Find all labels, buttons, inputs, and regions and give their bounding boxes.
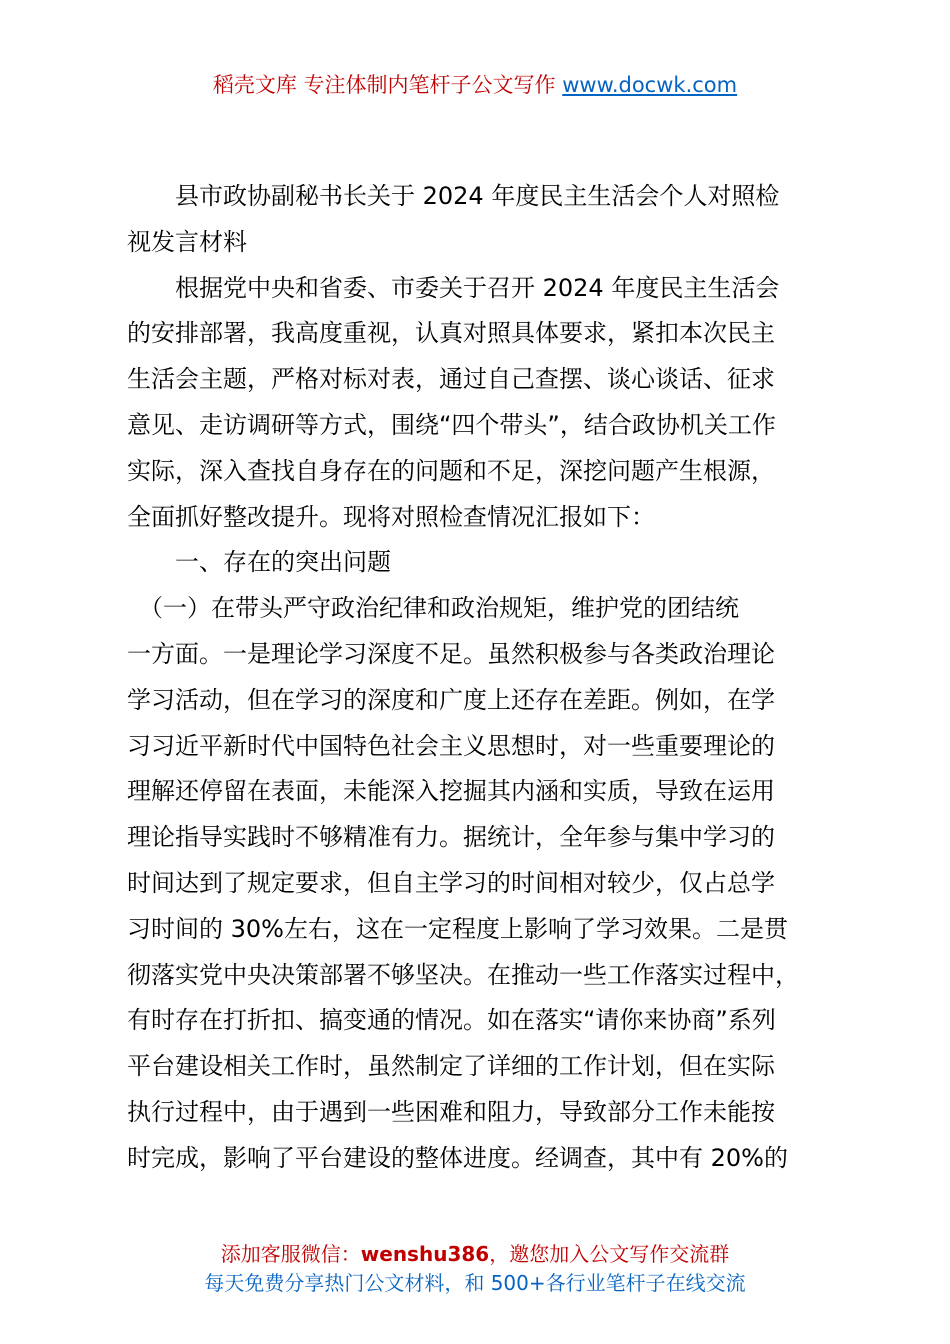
paragraph-line: 意见、走访调研等方式，围绕“四个带头”，结合政协机关工作 [127, 410, 776, 439]
footer-contact-line [0, 1240, 950, 1269]
paragraph-line: 习习近平新时代中国特色社会主义思想时，对一些重要理论的 [127, 731, 775, 760]
paragraph-line: 有时存在打折扣、搞变通的情况。如在落实“请你来协商”系列 [127, 1006, 776, 1035]
paragraph-line: 学习活动，但在学习的深度和广度上还存在差距。例如，在学 [127, 685, 775, 714]
footer-wechat-suffix: ，邀您加入公文写作交流群 [489, 1242, 730, 1266]
paragraph-line: 的安排部署，我高度重视，认真对照具体要求，紧扣本次民主 [127, 319, 775, 348]
paragraph-line: 全面抓好整改提升。现将对照检查情况汇报如下： [127, 502, 655, 531]
section-heading: 一、存在的突出问题 [127, 548, 391, 577]
document-body [127, 174, 827, 1182]
paragraph-line: 实际，深入查找自身存在的问题和不足，深挖问题产生根源， [127, 456, 775, 485]
paragraph-line: （一）在带头严守政治纪律和政治规矩，维护党的团结统 [127, 594, 739, 623]
paragraph-line: 根据党中央和省委、市委关于召开 2024 年度民主生活会 [127, 273, 780, 302]
page-header [0, 70, 950, 100]
page-footer [0, 1240, 950, 1298]
paragraph-line: 理解还停留在表面，未能深入挖掘其内涵和实质，导致在运用 [127, 777, 775, 806]
paragraph-line: 平台建设相关工作时，虽然制定了详细的工作计划，但在实际 [127, 1052, 775, 1081]
paragraph-line: 彻落实党中央决策部署不够坚决。在推动一些工作落实过程中， [127, 960, 799, 989]
site-url-link[interactable]: www.docwk.com [562, 73, 738, 97]
paragraph-line: 一方面。一是理论学习深度不足。虽然积极参与各类政治理论 [127, 639, 775, 668]
header-brand-text: 稻壳文库 专注体制内笔杆子公文写作 [212, 73, 563, 97]
paragraph-line: 习时间的 30%左右，这在一定程度上影响了学习效果。二是贯 [127, 914, 788, 943]
footer-wechat-id: wenshu386 [360, 1242, 490, 1266]
footer-promo-line: 每天免费分享热门公文材料，和 500+各行业笔杆子在线交流 [204, 1271, 746, 1295]
document-title-line-2: 视发言材料 [127, 227, 247, 256]
paragraph-line: 生活会主题，严格对标对表，通过自己查摆、谈心谈话、征求 [127, 365, 775, 394]
footer-wechat-prefix: 添加客服微信： [220, 1242, 361, 1266]
paragraph-line: 时间达到了规定要求，但自主学习的时间相对较少，仅占总学 [127, 868, 775, 897]
paragraph-line: 执行过程中，由于遇到一些困难和阻力，导致部分工作未能按 [127, 1097, 775, 1126]
paragraph-line: 理论指导实践时不够精准有力。据统计，全年参与集中学习的 [127, 823, 775, 852]
paragraph-line: 时完成，影响了平台建设的整体进度。经调查，其中有 20%的 [127, 1143, 788, 1172]
document-title-line-1: 县市政协副秘书长关于 2024 年度民主生活会个人对照检 [127, 182, 780, 210]
